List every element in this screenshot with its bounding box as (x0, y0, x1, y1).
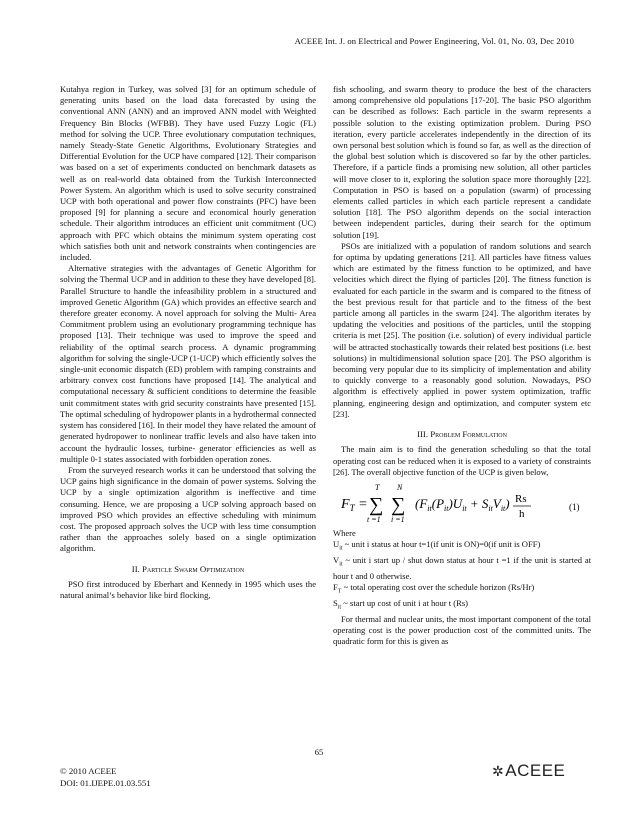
paragraph: For thermal and nuclear units, the most important component of the total operating cost is the power production cost of the committed units. The quadratic form for this is given as (333, 613, 591, 647)
sum1-top: T (375, 482, 380, 492)
section-title: III. Problem Formulation (417, 429, 507, 440)
page-number: 65 (314, 747, 324, 757)
aceee-logo (492, 761, 565, 781)
right-column (333, 84, 591, 648)
paragraph: The main aim is to find the generation scheduling so that the total operating cost can be reduced when it is exposed to a variety of constraints [26]. The overall objective function of the UCP is given below, (333, 444, 591, 477)
definition-sit: $S_{it}$ ~ start up cost of unit i at hour t (Rs) (333, 598, 468, 611)
objective-equation (333, 480, 591, 526)
paragraph: Kutahya region in Turkey, was solved [3] for an optimum schedule of generating units based on the load data forecasted by using the conventional ANN (ANN) and an improved ANN model with Weighted Frequency Bin Blocks (WFBB). They have used Fuzzy Logic (FL) method for solving the UCP. Three evolutionary computation techniques, namely Steady-State Genetic Algorithms, Evolutionary Strategies and Differential Evolution for the UCP have compared [12]. Their comparison was based on a set of experiments conducted on benchmark datasets as well as on real-world data obtained from the Turkish Interconnected Power System. An algorithm which is used to solve security constrained UCP with both operational and power flow constraints (PFC) have been proposed [9] for planning a secure and economical hourly generation schedule. Their algorithm introduces an efficient unit commitment (UC) approach with PFC which obtains the minimum system operating cost which satisfies both unit and network constraints when contingencies are included. (60, 84, 316, 263)
doi-text: DOI: 01.IJEPE.01.03.551 (60, 778, 151, 788)
sum1-bottom: t =1 (367, 514, 381, 524)
footer-info (60, 765, 151, 789)
paragraph: Alternative strategies with the advantages of Genetic Algorithm for solving the Thermal UCP and in addition to these they have developed [8]. Parallel Structure to handle the infeasibility problem in a structured and improved Genetic Algorithm (GA) which provides an effective search and therefore greater economy. A novel approach for solving the Multi- Area Commitment problem using an evolutionary programming technique has proposed [13]. Their technique was used to improve the speed and reliability of the optimal search process. A dynamic programming algorithm for solving the single-UCP (1-UCP) which efficiently solves the single-unit economic dispatch (ED) problem with ramping constraints and arbitrary convex cost functions have proposed [14]. The analytical and computational necessary & sufficient conditions to determine the feasible unit commitment states with grid security constraints have presented [15]. The optimal scheduling of hydropower plants in a hydrothermal connected system has considered [16]. In their model they have related the amount of generated hydropower to nonlinear traffic levels and also have taken into account the hydraulic losses, turbine- generator efficiencies as well as multiple 0-1 states associated with forbidden operation zones. (60, 263, 316, 464)
definition-ft: $F_T$ ~ total operating cost over the schedule horizon (Rs/Hr) (333, 582, 535, 595)
paragraph: PSO first introduced by Eberhart and Kennedy in 1995 which uses the natural animal’s behavior like bird flocking, (60, 578, 316, 600)
eq-lhs-sub: T (349, 502, 355, 513)
swirl-logo-icon: ✲ (492, 763, 505, 779)
svg-text:FT =: $F_T$ = (341, 496, 368, 513)
sum1-sigma: ∑ (369, 493, 384, 516)
where-label: Where (333, 527, 356, 538)
logo-text: ACEEE (505, 761, 566, 780)
eq-units-num: Rs (515, 492, 527, 505)
sum2-top: N (397, 482, 403, 492)
definition-uit: $U_{it}$ ~ unit i status at hour t=1(if unit is ON)=0(if unit is OFF) (333, 539, 541, 552)
section-title: II. Particle Swarm Optimization (131, 563, 245, 574)
paragraph: From the surveyed research works it can be understood that solving the UCP gains high significance in the domain of power systems. Solving the UCP by a single optimization algorithm is ineffective and time consuming. Hence, we are proposing a UCP solving approach based on improved PSO which provides an effective scheduling with minimum cost. The proposed approach solves the UCP with less time consumption rather than the approaches solely based on a single optimization algorithm. (60, 464, 316, 554)
equation-graphic (333, 480, 591, 526)
sum2-bottom: i =1 (391, 514, 405, 524)
eq-units-den: h (519, 507, 525, 520)
running-header: ACEEE Int. J. on Electrical and Power Engineering, Vol. 01, No. 03, Dec 2010 (294, 36, 574, 46)
left-column (60, 84, 316, 601)
definition-vit: $V_{it}$ ~ unit i start up / shut down status at hour t =1 if the unit is started at hour t and 0 otherwise. (333, 555, 591, 581)
eq-lhs: F (341, 496, 350, 512)
sum2-sigma: ∑ (391, 493, 406, 516)
eq-body: $(F_{it}(P_{it})U_{it} + S_{it}V_{it})$ (415, 495, 510, 513)
paragraph: PSOs are initialized with a population of random solutions and search for optima by updating generations [21]. All particles have fitness values which are estimated by the fitness function to be optimized, and have velocities which direct the flying of particles [20]. The fitness function is evaluated for each particle in the swarm and is compared to the fitness of the best previous result for that particle and to the fitness of the best particle among all particles in the swarm [24]. The algorithm iterates by updating the velocities and positions of the particles, until the stopping criteria is met [25]. The position (i.e. solution) of every individual particle will be attracted stochastically towards their related best positions (i.e. best solutions) in multidimensional solution space [20]. The PSO algorithm is becoming very popular due to its simplicity of implementation and ability to quickly converge to a reasonably good solution. Nowadays, PSO algorithm is effectively applied in power system optimization, traffic planning, engineering design and optimization, and computer system etc [23]. (333, 240, 591, 419)
eq-number: (1) (569, 501, 580, 512)
copyright-text: © 2010 ACEEE (60, 766, 117, 776)
paragraph: fish schooling, and swarm theory to produce the best of the characters among comprehensive old populations [17-20]. The basic PSO algorithm can be described as follows: Each particle in the swarm represents a possible solution to the existing optimization problem. During PSO iteration, every particle accelerates independently in the direction of its own personal best solution which is found so far, as well as the direction of the global best solution which is discovered so far by the other particles. Therefore, if a particle finds a promising new solution, all other particles will move closer to it, exploring the solution space more thoroughly [22]. Computation in PSO is based on a population (swarm) of processing elements called particles in which each particle represent a candidate solution [18]. The PSO algorithm depends on the social interaction between independent particles, during their search for the optimum solution [19]. (333, 84, 591, 240)
